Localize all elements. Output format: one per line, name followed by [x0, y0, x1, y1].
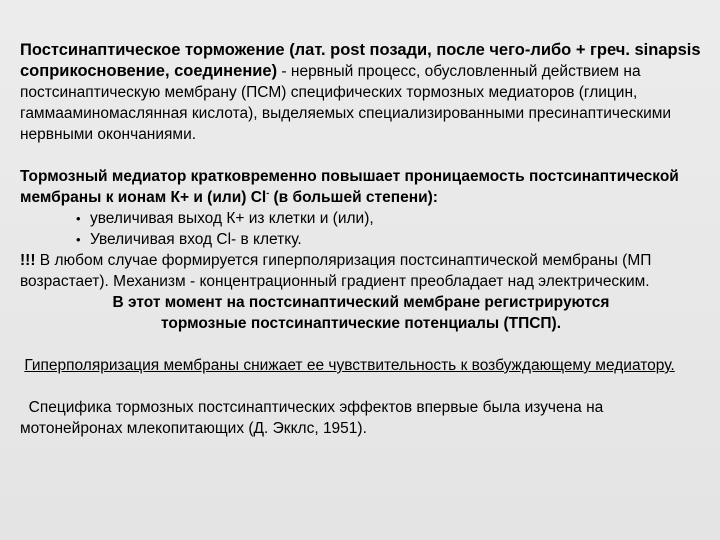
emphasis-mark: !!!: [20, 252, 36, 269]
spacer: [20, 145, 702, 166]
mediator-text: Тормозный медиатор кратковременно повышает проницаемость постсинаптической мембраны к ионам К+ и (или) Cl: [20, 168, 679, 206]
bullet-text: увеличивая выход К+ из клетки и (или),: [90, 210, 374, 227]
bullet-dot: •: [76, 211, 81, 226]
definition-term: Постсинаптическое торможение (лат. post позади, после чего-либо + греч. sinapsis соприкосновение, соединение): [20, 41, 701, 80]
mediator-paragraph: [20, 166, 702, 208]
underlined-paragraph: [20, 355, 702, 376]
definition-paragraph: [20, 40, 702, 145]
bullet-text: Увеличивая вход Cl- в клетку.: [90, 231, 302, 248]
mediator-tail: (в большей степени):: [269, 189, 438, 206]
bullet-item: [20, 208, 702, 229]
spacer: [20, 334, 702, 355]
definition-text: - нервный процесс, обусловленный действием на постсинаптическую мембрану (ПСМ) специфических тормозных медиаторов (глицин, гаммааминомаслянная кислота), выделяемых специализированными пресинаптическими нервными окончаниями.: [20, 63, 672, 143]
history-paragraph: [20, 397, 702, 439]
bullet-item: [20, 229, 702, 250]
slide-content: [20, 40, 702, 439]
ipsp-line-2: тормозные постсинаптические потенциалы (ТПСП).: [160, 315, 562, 332]
hyperpolarization-paragraph: [20, 250, 702, 292]
sensitivity-text: Гиперполяризация мембраны снижает ее чувствительность к возбуждающему медиатору.: [24, 357, 675, 374]
spacer: [20, 376, 702, 397]
bullet-dot: •: [76, 232, 81, 247]
chloride-charge: -: [266, 187, 270, 198]
hyperpolarization-text: В любом случае формируется гиперполяризация постсинаптической мембраны (МП возрастает). Механизм - концентрационный градиент преобладает над электрическим.: [20, 252, 652, 290]
ipsp-line-1: В этот момент на постсинаптический мембране регистрируются: [112, 294, 610, 311]
history-text: Специфика тормозных постсинаптических эффектов впервые была изучена на мотонейронах млекопитающих (Д. Экклс, 1951).: [20, 399, 604, 437]
